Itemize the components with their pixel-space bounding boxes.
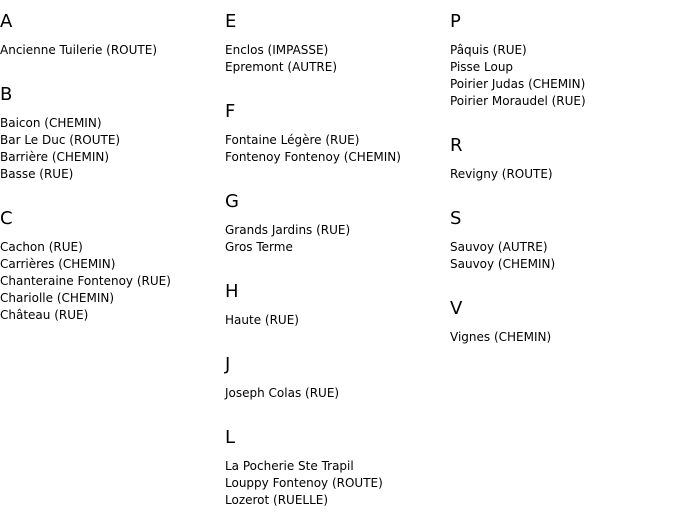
letter-heading: B bbox=[0, 84, 13, 105]
street-item[interactable]: Basse (RUE) bbox=[0, 167, 74, 181]
street-item[interactable]: Epremont (AUTRE) bbox=[225, 60, 338, 74]
letter-heading: R bbox=[450, 135, 463, 156]
street-item[interactable]: Lozerot (RUELLE) bbox=[225, 493, 329, 507]
letter-heading: H bbox=[225, 281, 239, 302]
street-item[interactable]: Fontenoy Fontenoy (CHEMIN) bbox=[225, 150, 401, 164]
street-list bbox=[0, 239, 225, 324]
street-list bbox=[0, 42, 225, 59]
letter-group-l bbox=[225, 416, 450, 509]
letter-heading: F bbox=[225, 101, 236, 122]
street-item[interactable]: Gros Terme bbox=[225, 240, 293, 254]
street-item[interactable]: Bar Le Duc (ROUTE) bbox=[0, 133, 121, 147]
street-column-3 bbox=[450, 0, 675, 360]
street-item[interactable]: Fontaine Légère (RUE) bbox=[225, 133, 360, 147]
street-item[interactable]: Barrière (CHEMIN) bbox=[0, 150, 110, 164]
letter-group-v bbox=[450, 287, 675, 346]
street-item[interactable]: Baicon (CHEMIN) bbox=[0, 116, 102, 130]
street-list bbox=[225, 42, 450, 76]
street-item[interactable]: Chanteraine Fontenoy (RUE) bbox=[0, 274, 171, 288]
letter-group-b bbox=[0, 73, 225, 183]
street-list bbox=[450, 166, 675, 183]
letter-group-h bbox=[225, 270, 450, 329]
street-item[interactable]: Poirier Judas (CHEMIN) bbox=[450, 77, 586, 91]
street-list bbox=[225, 132, 450, 166]
street-item[interactable]: Louppy Fontenoy (ROUTE) bbox=[225, 476, 383, 490]
letter-group-a bbox=[0, 0, 225, 59]
street-list bbox=[450, 239, 675, 273]
street-list bbox=[450, 329, 675, 346]
street-item[interactable]: Vignes (CHEMIN) bbox=[450, 330, 552, 344]
letter-group-j bbox=[225, 343, 450, 402]
letter-heading: S bbox=[450, 208, 462, 229]
street-list bbox=[0, 115, 225, 183]
letter-group-r bbox=[450, 124, 675, 183]
street-item[interactable]: Cachon (RUE) bbox=[0, 240, 83, 254]
street-item[interactable]: Ancienne Tuilerie (ROUTE) bbox=[0, 43, 158, 57]
letter-heading: C bbox=[0, 208, 13, 229]
street-item[interactable]: Revigny (ROUTE) bbox=[450, 167, 553, 181]
letter-heading: E bbox=[225, 11, 237, 32]
street-item[interactable]: Poirier Moraudel (RUE) bbox=[450, 94, 586, 108]
letter-group-p bbox=[450, 0, 675, 110]
street-item[interactable]: Sauvoy (AUTRE) bbox=[450, 240, 548, 254]
street-item[interactable]: La Pocherie Ste Trapil bbox=[225, 459, 354, 473]
street-item[interactable]: Enclos (IMPASSE) bbox=[225, 43, 329, 57]
letter-group-c bbox=[0, 197, 225, 324]
street-item[interactable]: Pisse Loup bbox=[450, 60, 514, 74]
street-item[interactable]: Pâquis (RUE) bbox=[450, 43, 527, 57]
street-list bbox=[225, 458, 450, 509]
street-item[interactable]: Carrières (CHEMIN) bbox=[0, 257, 116, 271]
letter-group-e bbox=[225, 0, 450, 76]
street-item[interactable]: Chariolle (CHEMIN) bbox=[0, 291, 115, 305]
letter-group-s bbox=[450, 197, 675, 273]
street-column-1 bbox=[0, 0, 225, 338]
street-item[interactable]: Joseph Colas (RUE) bbox=[225, 386, 340, 400]
street-list bbox=[450, 42, 675, 110]
street-item[interactable]: Grands Jardins (RUE) bbox=[225, 223, 351, 237]
letter-heading: V bbox=[450, 298, 463, 319]
letter-heading: L bbox=[225, 427, 236, 448]
street-list bbox=[225, 222, 450, 256]
letter-group-g bbox=[225, 180, 450, 256]
street-item[interactable]: Haute (RUE) bbox=[225, 313, 299, 327]
letter-heading: P bbox=[450, 11, 461, 32]
street-list bbox=[225, 312, 450, 329]
letter-heading: G bbox=[225, 191, 239, 212]
letter-heading: J bbox=[225, 354, 231, 375]
letter-heading: A bbox=[0, 11, 13, 32]
street-item[interactable]: Château (RUE) bbox=[0, 308, 89, 322]
street-column-2 bbox=[225, 0, 450, 523]
letter-group-f bbox=[225, 90, 450, 166]
street-list bbox=[225, 385, 450, 402]
street-item[interactable]: Sauvoy (CHEMIN) bbox=[450, 257, 556, 271]
